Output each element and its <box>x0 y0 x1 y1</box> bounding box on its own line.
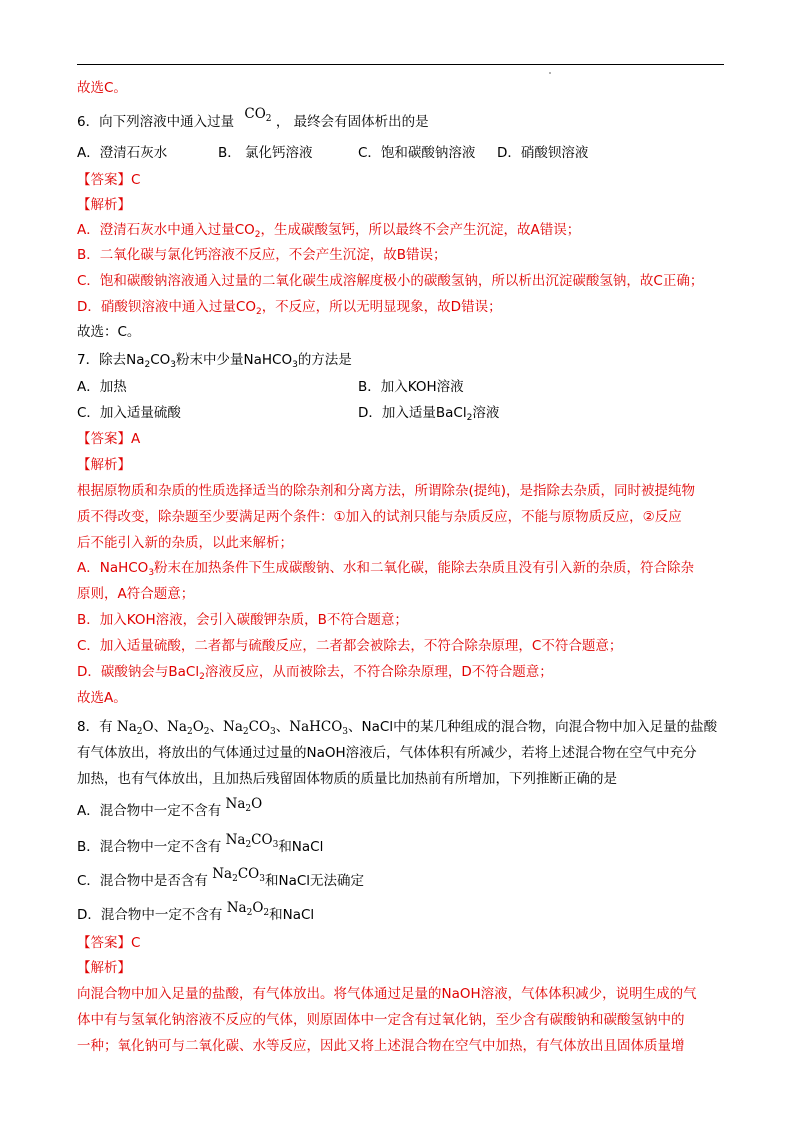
q7-stem-1: 7．除去Na <box>77 352 145 368</box>
q7-stem-s1: 2 <box>144 360 151 370</box>
q6-formula-text: CO <box>244 106 266 122</box>
q8-f3s2: 3 <box>270 727 276 737</box>
q8-analysis-heading: 【解析】 <box>77 960 131 976</box>
prev-conclusion: 故选C。 <box>77 80 127 96</box>
q6-formula <box>244 104 271 124</box>
q7-d-tail: 溶液反应，从而被除去，不符合除杂原理，D不符合题意； <box>204 664 553 680</box>
q8-oc-fb: CO <box>237 866 260 882</box>
q6-option-b: B． 氯化钙溶液 <box>218 145 313 161</box>
q7-option-b: B．加入KOH溶液 <box>358 379 464 395</box>
q8-od-fs: 2 <box>246 908 253 918</box>
q8-oc-fs2: 3 <box>259 874 265 884</box>
q6-analysis-heading: 【解析】 <box>77 197 131 213</box>
q7-analysis-d <box>77 662 553 682</box>
q8-f3b: CO <box>248 719 271 735</box>
q8-stem-line3: 加热，也有气体放出，且加热后残留固体物质的质量比加热前有所增加，下列推断正确的是 <box>77 771 617 787</box>
q7-answer: 【答案】A <box>77 431 141 447</box>
q8-f4s: 3 <box>342 727 349 737</box>
q6-formula-sub: 2 <box>265 114 272 124</box>
q8-option-d-formula <box>227 898 269 918</box>
q7-a-sub: 3 <box>148 568 155 578</box>
q8-option-b-text: B．混合物中一定不含有 <box>77 839 222 855</box>
q6-answer: 【答案】C <box>77 172 141 188</box>
q8-f4: NaHCO <box>289 719 343 735</box>
q6-conclusion: 故选：C。 <box>77 324 141 340</box>
q8-analysis-p1: 向混合物中加入足量的盐酸，有气体放出。将气体通过足量的NaOH溶液，气体体积减少，说明生成的气 <box>77 986 697 1002</box>
header-dot <box>549 72 551 74</box>
q8-option-a <box>77 796 263 821</box>
q7-analysis-a-cont: 原则，A符合题意； <box>77 586 195 602</box>
q7-stem-s3: 3 <box>292 360 298 370</box>
q7-option-d-sub: 2 <box>466 413 473 423</box>
q8-oc-fs: 2 <box>232 874 238 884</box>
q6-a-sub: 2 <box>254 230 261 240</box>
q8-f1b: O <box>142 719 154 735</box>
q7-option-d-text: D．加入适量BaCl <box>358 405 467 421</box>
q6-analysis-b: B．二氧化碳与氯化钙溶液不反应，不会产生沉淀，故B错误； <box>77 247 447 263</box>
q8-ob-fs2: 3 <box>272 840 279 850</box>
q7-analysis-b: B．加入KOH溶液，会引入碳酸钾杂质，B不符合题意； <box>77 612 408 628</box>
q8-sep-1: 、 <box>153 719 168 735</box>
q8-option-a-formula <box>226 794 263 814</box>
q8-option-b-tail: 和NaCl <box>278 839 324 855</box>
q7-option-d <box>358 403 499 423</box>
q8-oa-fs: 2 <box>245 804 252 814</box>
q6-option-c: C．饱和碳酸钠溶液 <box>358 145 476 161</box>
q8-formula-na2o <box>117 719 154 735</box>
q8-formula-nahco3 <box>289 719 348 735</box>
q8-analysis-p3: 一种；氧化钠可与二氧化碳、水等反应，因此又将上述混合物在空气中加热，有气体放出且固体质量增 <box>77 1038 685 1054</box>
q8-f2s: 2 <box>186 727 193 737</box>
q8-answer: 【答案】C <box>77 935 141 951</box>
q7-option-c: C．加入适量硫酸 <box>77 405 181 421</box>
q8-od-f: Na <box>226 900 247 916</box>
q8-sep-3: 、 <box>275 719 290 735</box>
q6-stem-text: 6．向下列溶液中通入过量 <box>77 114 235 130</box>
q6-stem-tail: ， 最终会有固体析出的是 <box>275 114 429 130</box>
q6-analysis-d <box>77 297 502 317</box>
q8-option-c-text: C．混合物中是否含有 <box>77 873 208 889</box>
q6-analysis-c: C．饱和碳酸钠溶液通入过量的二氧化碳生成溶解度极小的碳酸氢钠，所以析出沉淀碳酸氢钠，故C正确； <box>77 273 704 289</box>
q8-option-c-formula <box>212 864 265 884</box>
q7-analysis-c: C．加入适量硫酸，二者都与硫酸反应，二者都会被除去，不符合除杂原理，C不符合题意； <box>77 638 623 654</box>
q8-oa-f: Na <box>225 796 246 812</box>
q8-option-b-formula <box>226 830 279 850</box>
q6-option-a: A．澄清石灰水 <box>77 145 168 161</box>
q6-d-text: D．硝酸钡溶液中通入过量CO <box>77 299 256 315</box>
q7-d-text: D．碳酸钠会与BaCl <box>77 664 200 680</box>
q8-f2s2: 2 <box>203 727 210 737</box>
q8-f1s: 2 <box>136 727 143 737</box>
q8-option-d <box>77 900 315 925</box>
q8-od-fs2: 2 <box>263 908 270 918</box>
q7-analysis-a <box>77 558 694 578</box>
q8-f3: Na <box>223 719 243 735</box>
q7-analysis-p3: 后不能引入新的杂质，以此来解析； <box>77 535 293 551</box>
q8-option-b <box>77 832 324 857</box>
q8-ob-f: Na <box>225 832 246 848</box>
q8-f2: Na <box>167 719 187 735</box>
q7-a-text: A．NaHCO <box>77 560 149 576</box>
q6-analysis-a <box>77 220 580 240</box>
q8-ob-fb: CO <box>251 832 273 848</box>
q8-stem-pre: 8．有 <box>77 719 113 735</box>
header-rule <box>77 64 724 65</box>
q7-option-d-tail: 溶液 <box>472 405 500 421</box>
q7-conclusion: 故选A。 <box>77 690 127 706</box>
q8-ob-fs: 2 <box>245 840 252 850</box>
q7-stem-4: 的方法是 <box>297 352 352 368</box>
q7-d-sub: 2 <box>199 672 205 682</box>
q6-d-sub: 2 <box>255 307 262 317</box>
q8-option-d-text: D．混合物中一定不含有 <box>77 907 223 923</box>
q7-stem-2: CO <box>150 352 171 368</box>
q7-analysis-p1: 根据原物质和杂质的性质选择适当的除杂剂和分离方法，所谓除杂(提纯)，是指除去杂质，同时被提纯物 <box>77 483 696 499</box>
q8-stem-line1 <box>77 717 717 737</box>
q8-f2b: O <box>192 719 204 735</box>
q6-option-d: D．硝酸钡溶液 <box>497 145 589 161</box>
q7-a-tail: 粉末在加热条件下生成碳酸钠、水和二氧化碳，能除去杂质且没有引入新的杂质，符合除杂 <box>154 560 695 576</box>
q8-option-c-tail: 和NaCl无法确定 <box>264 873 365 889</box>
q7-analysis-p2: 质不得改变，除杂题至少要满足两个条件：①加入的试剂只能与杂质反应，不能与原物质反应，②反应 <box>77 509 682 525</box>
q8-oc-f: Na <box>212 866 233 882</box>
q8-oa-fb: O <box>251 796 263 812</box>
q7-option-a: A．加热 <box>77 379 127 395</box>
q6-d-tail: ，不反应，所以无明显现象，故D错误； <box>261 299 502 315</box>
q8-option-a-text: A．混合物中一定不含有 <box>77 803 222 819</box>
q8-sep-2: 、 <box>209 719 223 735</box>
q8-formula-na2o2 <box>167 719 209 735</box>
q8-analysis-p2: 体中有与氢氧化钠溶液不反应的气体，则原固体中一定含有过氧化钠，至少含有碳酸钠和碳酸氢钠中的 <box>77 1012 685 1028</box>
q8-formula-na2co3 <box>223 719 276 735</box>
q7-stem-s2: 3 <box>170 360 176 370</box>
q8-option-c <box>77 866 365 891</box>
q6-a-text: A．澄清石灰水中通入过量CO <box>77 222 255 238</box>
q8-f1: Na <box>116 719 137 735</box>
q8-option-d-tail: 和NaCl <box>269 907 315 923</box>
q8-od-fb: O <box>252 900 264 916</box>
q6-a-tail: ，生成碳酸氢钙，所以最终不会产生沉淀，故A错误； <box>260 222 581 238</box>
q8-f3s: 2 <box>242 727 249 737</box>
q8-stem-line2: 有气体放出，将放出的气体通过过量的NaOH溶液后，气体体积有所减少，若将上述混合物在空气中充分 <box>77 745 697 761</box>
q6-stem <box>77 106 429 132</box>
q8-stem-post: 、NaCl中的某几种组成的混合物，向混合物中加入足量的盐酸 <box>348 719 718 735</box>
q7-stem-3: 粉末中少量NaHCO <box>176 352 293 368</box>
q7-analysis-heading: 【解析】 <box>77 457 131 473</box>
q7-stem <box>77 350 352 370</box>
